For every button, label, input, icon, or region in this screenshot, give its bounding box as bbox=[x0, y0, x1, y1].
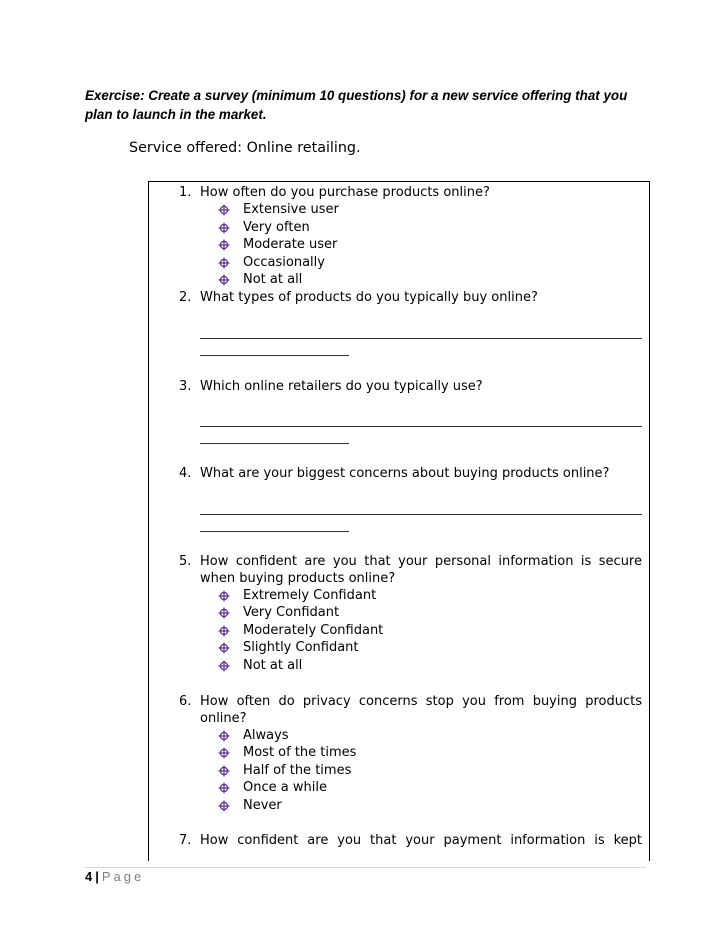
crosshair-circle-icon bbox=[218, 729, 230, 741]
option-label: Extensive user bbox=[243, 202, 339, 217]
option-label: Once a while bbox=[243, 780, 327, 795]
crosshair-circle-icon bbox=[218, 256, 230, 268]
answer-line[interactable] bbox=[200, 426, 642, 427]
option-label: Never bbox=[243, 798, 282, 813]
question-text: How often do you purchase products online? bbox=[200, 185, 490, 200]
question-text: Which online retailers do you typically use? bbox=[200, 379, 483, 394]
option-label: Not at all bbox=[243, 272, 303, 287]
exercise-heading: Exercise: Create a survey (minimum 10 questions) for a new service offering that you plan to launch in the market. bbox=[85, 88, 628, 122]
option-label: Moderately Confidant bbox=[243, 623, 384, 638]
answer-line[interactable] bbox=[200, 443, 349, 444]
crosshair-circle-icon bbox=[218, 764, 230, 776]
question-number: 6. bbox=[179, 694, 192, 709]
crosshair-circle-icon bbox=[218, 221, 230, 233]
crosshair-circle-icon bbox=[218, 799, 230, 811]
page-footer bbox=[85, 868, 144, 885]
option-label: Slightly Confidant bbox=[243, 640, 359, 655]
page-number: 4 bbox=[85, 869, 93, 884]
question-number: 2. bbox=[179, 290, 192, 305]
footer-separator: | bbox=[95, 869, 99, 884]
question-text-line2: online? bbox=[200, 711, 247, 726]
option-label: Not at all bbox=[243, 658, 303, 673]
question-number: 7. bbox=[179, 833, 192, 848]
question-text: What types of products do you typically buy online? bbox=[200, 290, 538, 305]
footer-rule bbox=[85, 867, 646, 868]
answer-line[interactable] bbox=[200, 355, 349, 356]
question-number: 4. bbox=[179, 466, 192, 481]
answer-line[interactable] bbox=[200, 338, 642, 339]
question-text-line2: when buying products online? bbox=[200, 571, 396, 586]
answer-line[interactable] bbox=[200, 531, 349, 532]
question-number: 3. bbox=[179, 379, 192, 394]
crosshair-circle-icon bbox=[218, 641, 230, 653]
question-number: 1. bbox=[179, 185, 192, 200]
crosshair-circle-icon bbox=[218, 238, 230, 250]
crosshair-circle-icon bbox=[218, 589, 230, 601]
crosshair-circle-icon bbox=[218, 606, 230, 618]
crosshair-circle-icon bbox=[218, 659, 230, 671]
question-text-line1: How confident are you that your payment information is kept bbox=[200, 833, 642, 848]
crosshair-circle-icon bbox=[218, 203, 230, 215]
question-text: What are your biggest concerns about buying products online? bbox=[200, 466, 610, 481]
option-label: Half of the times bbox=[243, 763, 352, 778]
crosshair-circle-icon bbox=[218, 273, 230, 285]
answer-line[interactable] bbox=[200, 514, 642, 515]
option-label: Most of the times bbox=[243, 745, 357, 760]
service-offered: Service offered: Online retailing. bbox=[129, 140, 361, 156]
crosshair-circle-icon bbox=[218, 746, 230, 758]
option-label: Always bbox=[243, 728, 289, 743]
crosshair-circle-icon bbox=[218, 781, 230, 793]
question-text-line1: How often do privacy concerns stop you from buying products bbox=[200, 694, 642, 709]
question-text-line1: How confident are you that your personal information is secure bbox=[200, 554, 642, 569]
option-label: Occasionally bbox=[243, 255, 325, 270]
option-label: Very often bbox=[243, 220, 310, 235]
page-label: Page bbox=[101, 869, 145, 884]
option-label: Very Confidant bbox=[243, 605, 340, 620]
crosshair-circle-icon bbox=[218, 624, 230, 636]
question-number: 5. bbox=[179, 554, 192, 569]
option-label: Extremely Confidant bbox=[243, 588, 377, 603]
option-label: Moderate user bbox=[243, 237, 338, 252]
